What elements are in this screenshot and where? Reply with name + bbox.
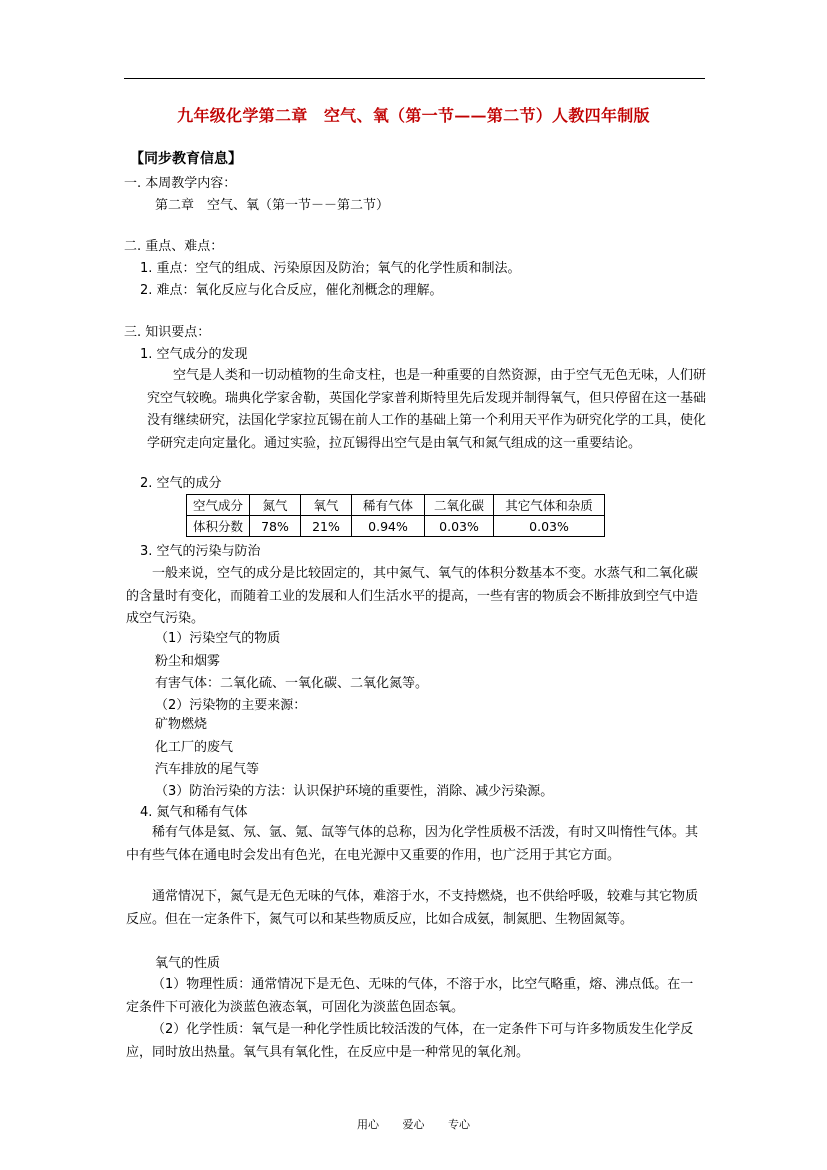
- table-cell: 其它气体和杂质: [494, 495, 605, 516]
- s1-heading: 一. 本周教学内容：: [124, 176, 237, 191]
- p3-title: 3. 空气的污染与防治: [140, 544, 261, 559]
- table-cell: 0.03%: [494, 516, 605, 537]
- table-cell: 体积分数: [187, 516, 250, 537]
- p1-title: 1. 空气成分的发现: [140, 347, 248, 362]
- o2-title: 氧气的性质: [155, 956, 221, 971]
- table-cell: 0.94%: [352, 516, 425, 537]
- s2-heading: 二. 重点、难点：: [124, 239, 224, 254]
- p3-sub3: （3）防治污染的方法：认识保护环境的重要性，消除、减少污染源。: [155, 784, 554, 799]
- s1-content: 第二章 空气、氧（第一节－－第二节）: [155, 198, 390, 213]
- p4-paragraph-2: 通常情况下，氮气是无色无味的气体，难溶于水，不支持燃烧，也不供给呼吸，较难与其它物质反应。但在一定条件下，氮气可以和某些物质反应，比如合成氨，制氮肥、生物固氮等。: [126, 889, 699, 927]
- o2-chemical-properties: （2）化学性质：氧气是一种化学性质比较活泼的气体，在一定条件下可与许多物质发生化学反应，同时放出热量。氧气具有氧化性，在反应中是一种常见的氧化剂。: [126, 1022, 694, 1060]
- p3-paragraph: 一般来说，空气的成分是比较固定的，其中氮气、氧气的体积分数基本不变。水蒸气和二氧化碳的含量时有变化，而随着工业的发展和人们生活水平的提高，一些有害的物质会不断排放到空气中造成空气污染。: [126, 566, 699, 626]
- document-title: 九年级化学第二章 空气、氧（第一节——第二节）人教四年制版: [177, 106, 650, 125]
- p3-sub1-a: 粉尘和烟雾: [155, 654, 221, 669]
- footer-item: 专心: [448, 1118, 470, 1131]
- p1-paragraph: 空气是人类和一切动植物的生命支柱，也是一种重要的自然资源，由于空气无色无味，人们研究空气较晚。瑞典化学家舍勒，英国化学家普利斯特里先后发现并制得氧气，但只停留在这一基础没有继续研究，法国化学家拉瓦锡在前人工作的基础上第一个利用天平作为研究化学的工具，使化学研究走向定量化。通过实验，拉瓦锡得出空气是由氧气和氮气组成的这一重要结论。: [147, 368, 707, 451]
- p3-sub2: （2）污染物的主要来源：: [155, 698, 307, 713]
- p3-sub1: （1）污染空气的物质: [155, 631, 281, 646]
- header-rule: [124, 78, 705, 79]
- p3-sub2-a: 矿物燃烧: [155, 717, 208, 732]
- table-header-row: [187, 495, 605, 516]
- table-cell: 氮气: [250, 495, 301, 516]
- s2-item-1: 1. 重点：空气的组成、污染原因及防治；氧气的化学性质和制法。: [140, 261, 521, 276]
- p2-title: 2. 空气的成分: [140, 476, 222, 491]
- o2-physical-properties: （1）物理性质：通常情况下是无色、无味的气体，不溶于水，比空气略重，熔、沸点低。在一定条件下可液化为淡蓝色液态氧，可固化为淡蓝色固态氧。: [126, 977, 694, 1015]
- table-cell: 78%: [250, 516, 301, 537]
- p3-sub1-b: 有害气体：二氧化硫、一氧化碳、二氧化氮等。: [155, 676, 429, 691]
- s2-item-2: 2. 难点：氧化反应与化合反应，催化剂概念的理解。: [140, 283, 443, 298]
- table-cell: 0.03%: [425, 516, 494, 537]
- footer-item: 爱心: [402, 1118, 425, 1131]
- table-row: [187, 516, 605, 537]
- table-cell: 氧气: [301, 495, 352, 516]
- table-cell: 二氧化碳: [425, 495, 494, 516]
- p3-sub2-b: 化工厂的废气: [155, 740, 234, 755]
- table-cell: 稀有气体: [352, 495, 425, 516]
- section-header: 【同步教育信息】: [130, 151, 242, 167]
- p4-paragraph-1: 稀有气体是氦、氖、氩、氪、氙等气体的总称，因为化学性质极不活泼，有时又叫惰性气体。其中有些气体在通电时会发出有色光，在电光源中又重要的作用，也广泛用于其它方面。: [126, 825, 699, 863]
- table-cell: 21%: [301, 516, 352, 537]
- s3-heading: 三. 知识要点：: [124, 325, 211, 340]
- page-footer: [0, 1116, 827, 1132]
- footer-item: 用心: [357, 1118, 379, 1131]
- table-cell: 空气成分: [187, 495, 250, 516]
- p3-sub2-c: 汽车排放的尾气等: [155, 762, 260, 777]
- p4-title: 4. 氮气和稀有气体: [140, 805, 248, 820]
- air-composition-table: [186, 494, 605, 537]
